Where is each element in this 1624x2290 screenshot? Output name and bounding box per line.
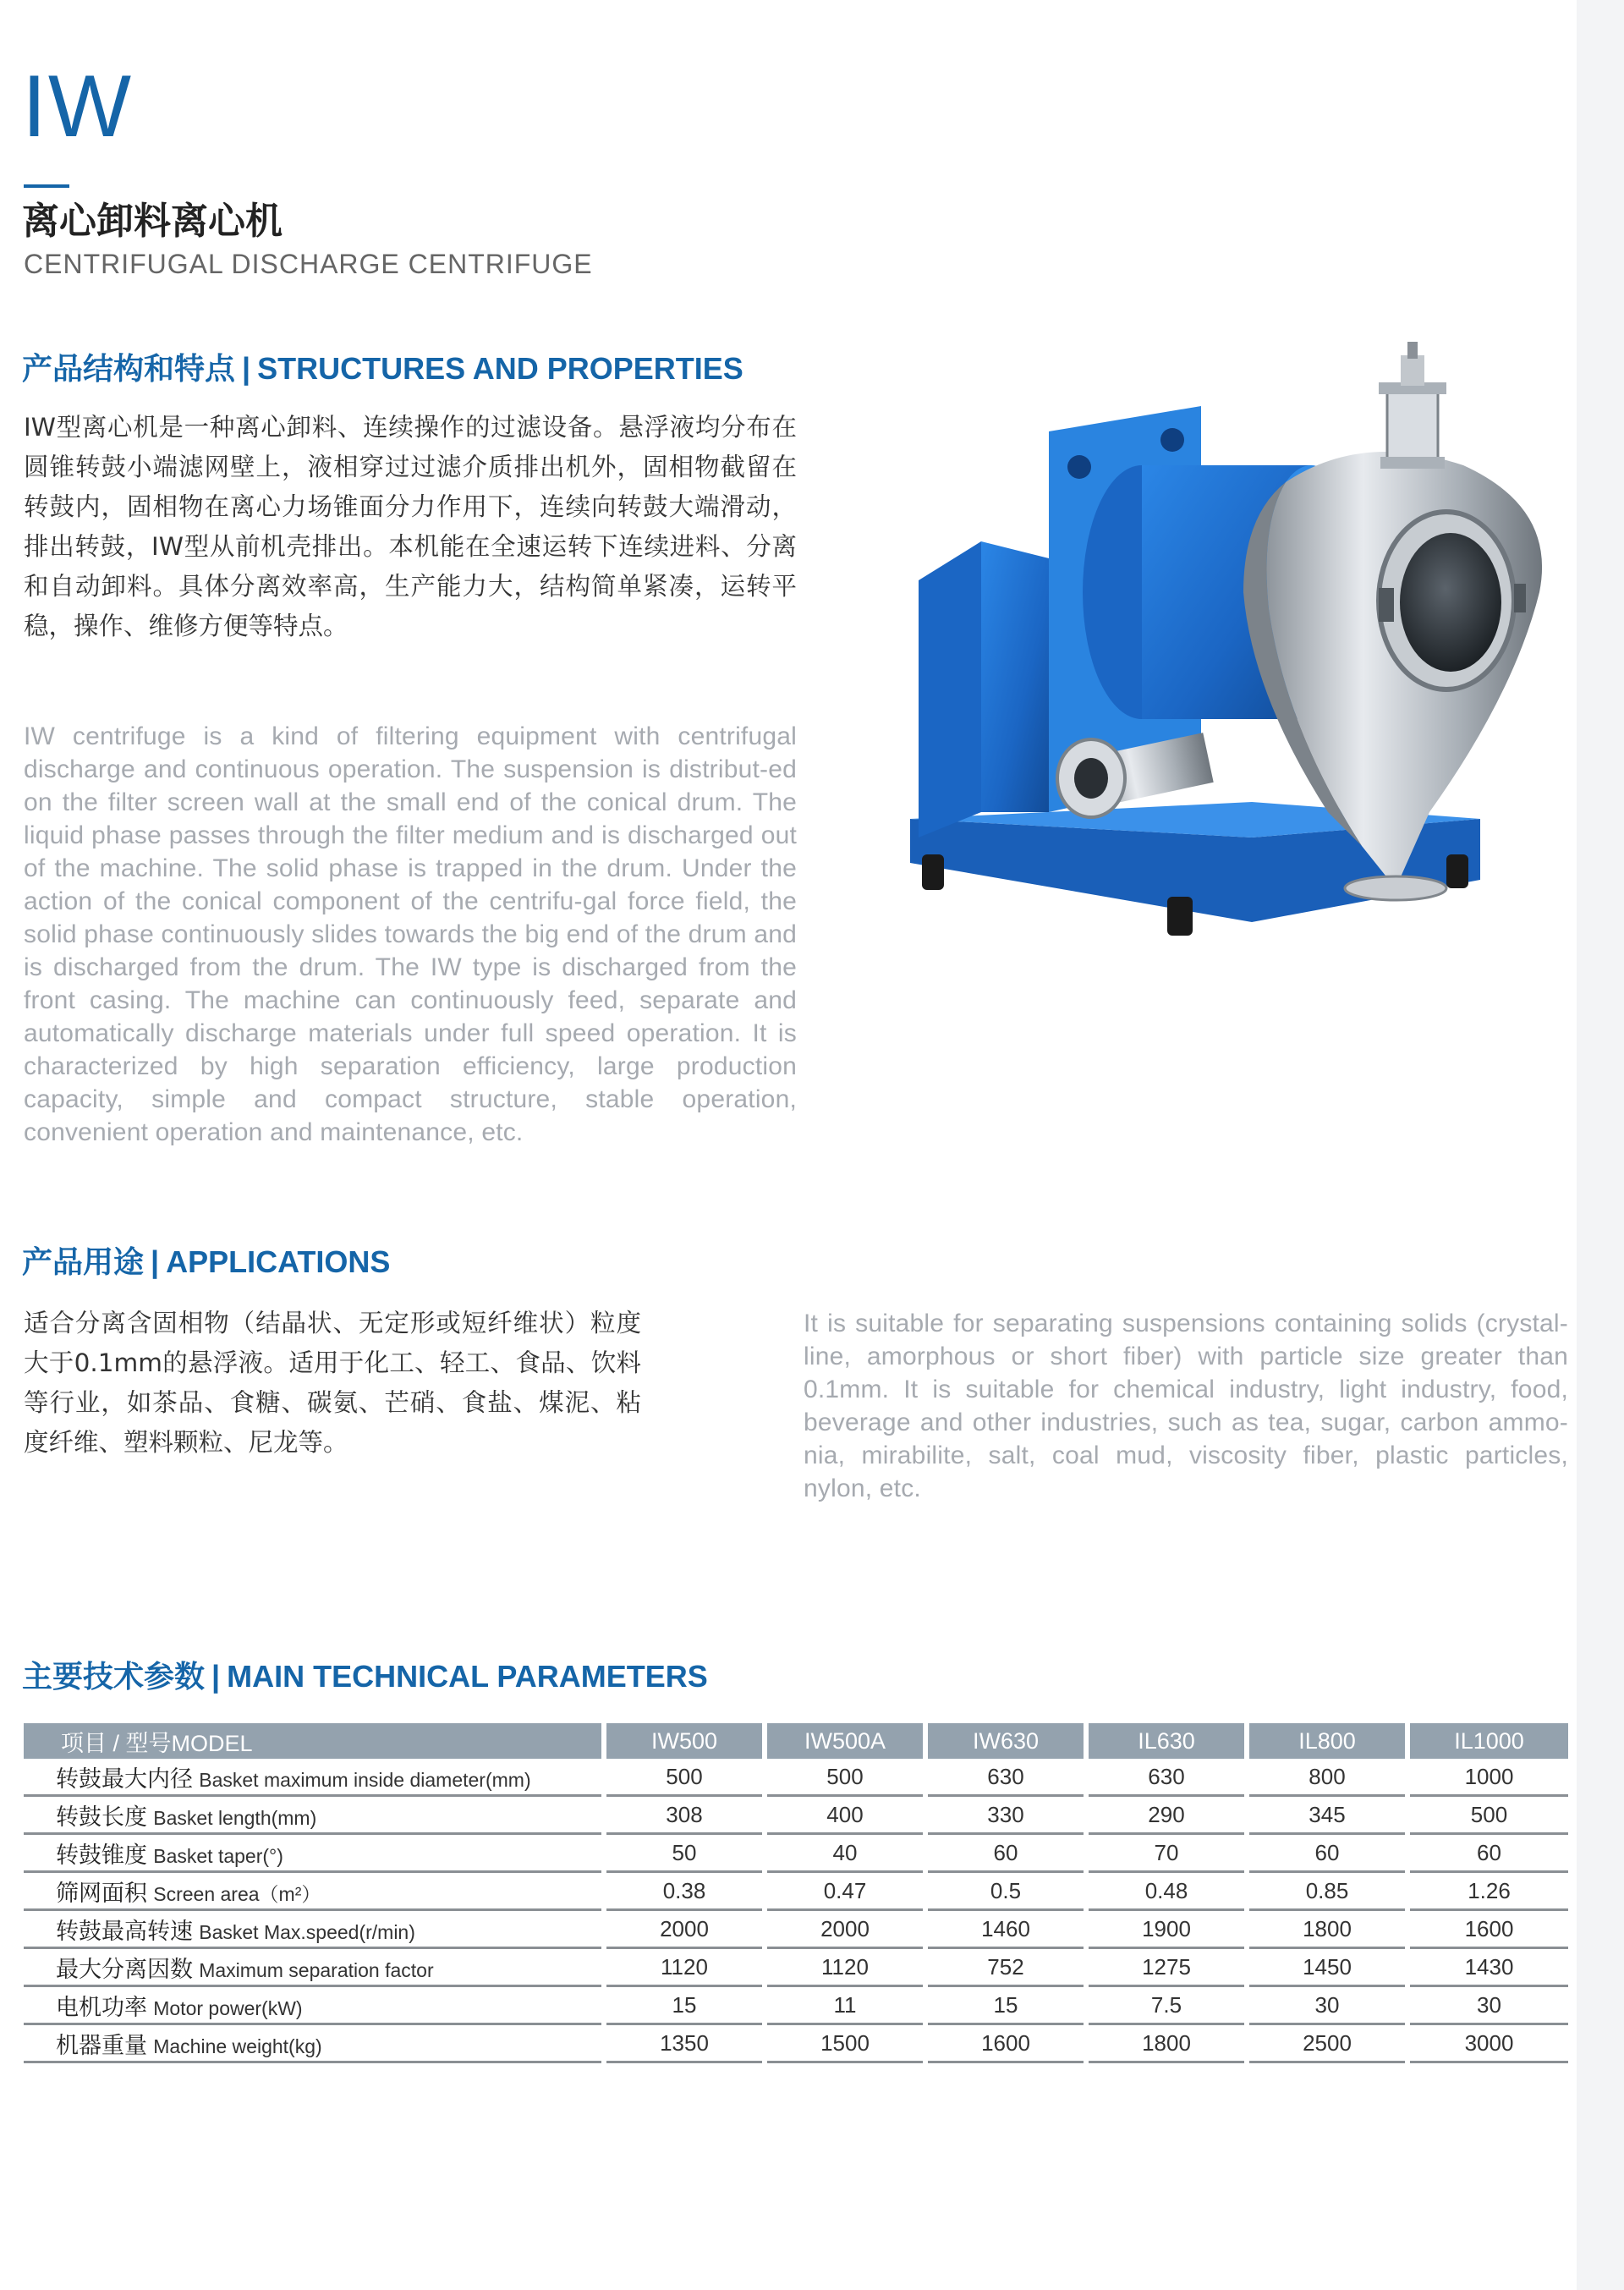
parameter-value-cell: 1800 [1086,2024,1247,2062]
heading-separator: | [242,351,251,386]
parameter-label-cell [24,1910,604,1948]
parameter-value-cell: 11 [765,1986,925,2024]
model-code: IW [22,58,134,156]
table-row [24,1948,1568,1986]
parameter-value-cell: 15 [925,1986,1086,2024]
parameter-value-cell: 1460 [925,1910,1086,1948]
parameter-value-cell: 1.26 [1407,1872,1568,1910]
parameter-value-cell: 1500 [765,2024,925,2062]
parameter-label-cell [24,1986,604,2024]
model-header-cell: IL800 [1247,1723,1407,1759]
parameter-name-cn: 转鼓最大内径 [56,1766,193,1793]
parameter-value-cell: 1120 [604,1948,765,1986]
parameter-value-cell: 308 [604,1796,765,1834]
table-row [24,1796,1568,1834]
structures-heading-en: STRUCTURES AND PROPERTIES [257,351,743,386]
parameters-heading [22,1656,708,1698]
parameter-name-en: Basket maximum inside diameter(mm) [199,1768,531,1791]
table-row [24,1986,1568,2024]
heading-separator: | [211,1659,221,1694]
parameter-value-cell: 500 [1407,1796,1568,1834]
parameter-value-cell: 60 [925,1834,1086,1872]
parameter-value-cell: 50 [604,1834,765,1872]
parameter-name-cn: 转鼓锥度 [56,1842,147,1869]
parameter-value-cell: 290 [1086,1796,1247,1834]
parameter-value-cell: 800 [1247,1759,1407,1796]
parameter-name-cn: 筛网面积 [56,1880,147,1907]
parameter-value-cell: 1600 [925,2024,1086,2062]
applications-heading-en: APPLICATIONS [166,1244,391,1279]
parameter-label-cell [24,1759,604,1796]
parameter-name-cn: 机器重量 [56,2032,147,2059]
model-header-cell: IL630 [1086,1723,1247,1759]
parameter-name-cn: 最大分离因数 [56,1956,193,1983]
parameter-value-cell: 1450 [1247,1948,1407,1986]
parameter-value-cell: 3000 [1407,2024,1568,2062]
parameter-value-cell: 2000 [604,1910,765,1948]
parameter-value-cell: 60 [1407,1834,1568,1872]
heading-separator: | [151,1244,160,1279]
applications-heading [22,1242,390,1283]
applications-paragraph-cn: 适合分离含固相物（结晶状、无定形或短纤维状）粒度大于0.1mm的悬浮液。适用于化工、轻工、食品、饮料等行业，如茶品、食糖、碳氨、芒硝、食盐、煤泥、粘度纤维、塑料颗粒、尼龙等。 [24,1309,641,1457]
parameter-value-cell: 1900 [1086,1910,1247,1948]
parameter-value-cell: 330 [925,1796,1086,1834]
parameter-value-cell: 500 [765,1759,925,1796]
parameter-value-cell: 630 [925,1759,1086,1796]
parameter-name-en: Screen area（m²） [153,1882,321,1905]
parameter-value-cell: 0.85 [1247,1872,1407,1910]
title-accent-rule [24,184,69,188]
parameter-label-cell [24,1796,604,1834]
parameter-value-cell: 2000 [765,1910,925,1948]
parameter-value-cell: 400 [765,1796,925,1834]
parameter-value-cell: 7.5 [1086,1986,1247,2024]
parameter-value-cell: 40 [765,1834,925,1872]
model-header-cell: IW500 [604,1723,765,1759]
technical-parameters-table [24,1723,1568,2063]
parameter-value-cell: 15 [604,1986,765,2024]
parameter-name-cn: 转鼓最高转速 [56,1918,193,1945]
table-row [24,1872,1568,1910]
parameter-value-cell: 630 [1086,1759,1247,1796]
parameter-label-cell [24,2024,604,2062]
model-header-cell: IL1000 [1407,1723,1568,1759]
table-row [24,1834,1568,1872]
parameter-value-cell: 1800 [1247,1910,1407,1948]
structures-paragraph-en: IW centrifuge is a kind of filtering equipment with centrifugal discharge and continuous operation. The suspension is distribut-ed on the filter screen wall at the small end of the conical drum. The liquid phase passes through the filter medium and is discharged out of the machine. The solid phase is trapped in the drum. Under the action of the conical component of the centrifu-gal force field, the solid phase continuously slides towards the big end of the drum and is discharged from the drum. The IW type is discharged from the front casing. The machine can continuously feed, separate and automatically discharge materials under full speed operation. It is characterized by high separation efficiency, large production capacity, simple and compact structure, stable operation, convenient operation and maintenance, etc. [24,722,797,1146]
parameter-value-cell: 0.38 [604,1872,765,1910]
parameter-name-cn: 电机功率 [56,1994,147,2021]
parameter-value-cell: 0.5 [925,1872,1086,1910]
table-row [24,1759,1568,1796]
centrifuge-machine-image [888,338,1582,1032]
parameters-heading-cn: 主要技术参数 [22,1660,206,1694]
parameter-value-cell: 0.48 [1086,1872,1247,1910]
parameter-value-cell: 2500 [1247,2024,1407,2062]
parameter-value-cell: 1000 [1407,1759,1568,1796]
parameter-value-cell: 1600 [1407,1910,1568,1948]
table-row [24,1910,1568,1948]
parameters-heading-en: MAIN TECHNICAL PARAMETERS [227,1659,708,1694]
parameter-value-cell: 1275 [1086,1948,1247,1986]
parameter-name-en: Machine weight(kg) [153,2035,322,2057]
parameter-name-cn: 转鼓长度 [56,1804,147,1831]
parameter-name-en: Maximum separation factor [199,1958,434,1981]
product-title-en: CENTRIFUGAL DISCHARGE CENTRIFUGE [24,249,593,279]
parameter-label-cell [24,1834,604,1872]
parameter-value-cell: 1430 [1407,1948,1568,1986]
parameter-label-cell [24,1948,604,1986]
table-header-row [24,1723,1568,1759]
applications-heading-cn: 产品用途 [22,1245,145,1280]
structures-heading [22,349,743,390]
page-edge-strip [1577,0,1624,2290]
parameter-value-cell: 0.47 [765,1872,925,1910]
structures-paragraph-cn: IW型离心机是一种离心卸料、连续操作的过滤设备。悬浮液均分布在圆锥转鼓小端滤网壁上，液相穿过过滤介质排出机外，固相物截留在转鼓内，固相物在离心力场锥面分力作用下，连续向转鼓大端滑动，排出转鼓，IW型从前机壳排出。本机能在全速运转下连续进料、分离和自动卸料。具体分离效率高，生产能力大，结构简单紧凑，运转平稳，操作、维修方便等特点。 [24,413,797,640]
parameter-value-cell: 30 [1407,1986,1568,2024]
parameter-name-en: Motor power(kW) [153,1996,303,2019]
table-row [24,2024,1568,2062]
parameter-value-cell: 60 [1247,1834,1407,1872]
parameter-name-en: Basket taper(°) [153,1844,283,1867]
parameter-value-cell: 345 [1247,1796,1407,1834]
model-header-cell: IW630 [925,1723,1086,1759]
product-title-cn: 离心卸料离心机 [22,200,283,243]
header-label-cell: 项目 / 型号MODEL [24,1723,604,1759]
parameter-value-cell: 1350 [604,2024,765,2062]
applications-paragraph-en: It is suitable for separating suspensions containing solids (crystal-line, amorphous or short fiber) with particle size greater than 0.1mm. It is suitable for chemical industry, light industry, food, beverage and other industries, such as tea, sugar, carbon ammo-nia, mirabilite, salt, coal mud, viscosity fiber, plastic particles, nylon, etc. [804,1310,1568,1502]
parameter-value-cell: 70 [1086,1834,1247,1872]
parameter-label-cell [24,1872,604,1910]
parameter-name-en: Basket Max.speed(r/min) [199,1920,415,1943]
structures-heading-cn: 产品结构和特点 [22,352,236,387]
parameter-value-cell: 1120 [765,1948,925,1986]
parameter-value-cell: 500 [604,1759,765,1796]
model-header-cell: IW500A [765,1723,925,1759]
parameter-value-cell: 30 [1247,1986,1407,2024]
parameter-value-cell: 752 [925,1948,1086,1986]
parameter-name-en: Basket length(mm) [153,1806,317,1829]
